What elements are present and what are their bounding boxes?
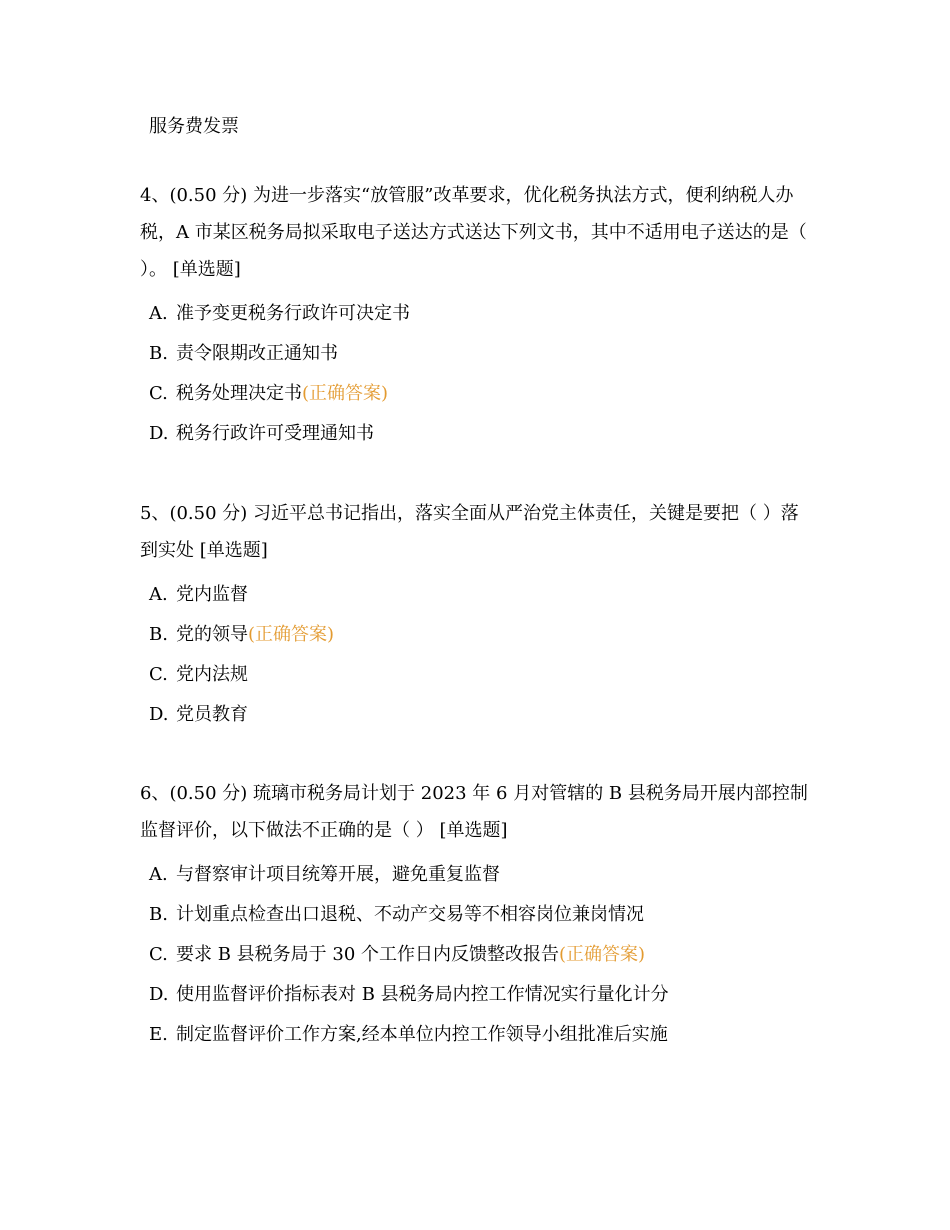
option-text: 计划重点检查出口退税、不动产交易等不相容岗位兼岗情况	[176, 904, 644, 925]
question-text: 琉璃市税务局计划于 2023 年 6 月对管辖的 B 县税务局开展内部控制监督评价，以下做法不正确的是（ ）	[140, 783, 808, 841]
question-text: 习近平总书记指出，落实全面从严治党主体责任，关键是要把（ ）落到实处	[140, 503, 799, 561]
option-b	[140, 902, 815, 942]
question-type: [单选题]	[172, 259, 241, 280]
question-score: (0.50 分)	[169, 185, 248, 206]
option-text: 要求 B 县税务局于 30 个工作日内反馈整改报告	[176, 944, 560, 965]
question-type: [单选题]	[439, 820, 508, 841]
option-letter: C.	[149, 664, 168, 685]
option-letter: D.	[149, 984, 169, 1005]
options-list	[140, 301, 815, 461]
option-d	[140, 702, 815, 742]
question-score: (0.50 分)	[169, 783, 248, 804]
option-letter: C.	[149, 383, 168, 404]
option-text: 党的领导	[176, 624, 248, 645]
option-text: 党内法规	[176, 664, 248, 685]
carryover-text: 服务费发票	[149, 116, 239, 137]
option-letter: D.	[149, 704, 169, 725]
question-number: 6、	[140, 783, 170, 804]
question-5	[140, 495, 815, 742]
option-text: 准予变更税务行政许可决定书	[176, 303, 410, 324]
option-b	[140, 622, 815, 662]
option-letter: A.	[149, 303, 168, 324]
option-text: 与督察审计项目统筹开展，避免重复监督	[176, 864, 500, 885]
option-letter: A.	[149, 864, 168, 885]
option-letter: C.	[149, 944, 168, 965]
question-number: 4、	[140, 185, 170, 206]
option-text: 税务处理决定书	[176, 383, 302, 404]
option-e	[140, 1022, 815, 1062]
option-text: 使用监督评价指标表对 B 县税务局内控工作情况实行量化计分	[176, 984, 669, 1005]
question-score: (0.50 分)	[169, 503, 248, 524]
correct-answer-marker: (正确答案)	[559, 944, 646, 965]
option-letter: A.	[149, 584, 168, 605]
option-a	[140, 582, 815, 622]
question-stem	[140, 177, 815, 288]
option-letter: E.	[149, 1024, 168, 1045]
option-letter: B.	[149, 343, 168, 364]
option-c	[140, 381, 815, 421]
option-b	[140, 341, 815, 381]
question-4	[140, 177, 815, 461]
option-text: 党内监督	[176, 584, 248, 605]
option-a	[140, 301, 815, 341]
options-list	[140, 582, 815, 742]
option-text: 制定监督评价工作方案,经本单位内控工作领导小组批准后实施	[176, 1024, 668, 1045]
question-stem	[140, 775, 815, 849]
option-c	[140, 662, 815, 702]
question-stem	[140, 495, 815, 569]
question-6	[140, 775, 815, 1062]
option-text: 责令限期改正通知书	[176, 343, 338, 364]
option-letter: B.	[149, 904, 168, 925]
option-letter: D.	[149, 423, 169, 444]
question-text: 为进一步落实“放管服”改革要求，优化税务执法方式，便利纳税人办税，A 市某区税务局拟采取电子送达方式送达下列文书，其中不适用电子送达的是（ ）。	[140, 185, 807, 280]
option-a	[140, 862, 815, 902]
question-type: [单选题]	[199, 540, 268, 561]
option-c	[140, 942, 815, 982]
correct-answer-marker: (正确答案)	[248, 624, 335, 645]
option-d	[140, 982, 815, 1022]
correct-answer-marker: (正确答案)	[302, 383, 389, 404]
option-text: 税务行政许可受理通知书	[176, 423, 374, 444]
option-text: 党员教育	[176, 704, 248, 725]
option-d	[140, 421, 815, 461]
question-number: 5、	[140, 503, 170, 524]
options-list	[140, 862, 815, 1062]
option-letter: B.	[149, 624, 168, 645]
